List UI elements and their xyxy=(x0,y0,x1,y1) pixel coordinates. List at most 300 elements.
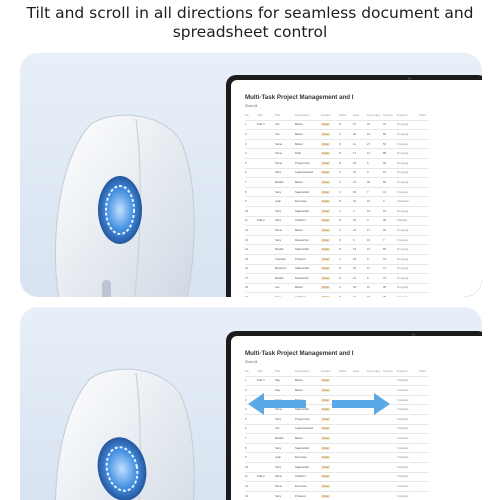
table-cell[interactable]: Delayed xyxy=(397,219,407,223)
table-cell[interactable]: 13 xyxy=(353,180,356,184)
table-cell[interactable] xyxy=(321,143,339,146)
table-row[interactable] xyxy=(245,245,429,255)
table-cell[interactable]: 59 xyxy=(383,248,386,252)
table-cell[interactable]: 12 xyxy=(245,484,248,488)
table-cell[interactable]: Barker xyxy=(295,180,303,184)
table-cell[interactable]: Researcher xyxy=(295,238,309,242)
duration-chip: Order xyxy=(322,190,329,194)
table-cell[interactable]: 1 xyxy=(245,123,247,127)
table-cell[interactable]: 4 xyxy=(383,200,385,204)
table-cell[interactable] xyxy=(321,229,339,232)
duration-chip: Order xyxy=(322,209,329,213)
table-cell[interactable]: Stone xyxy=(275,152,283,156)
table-cell[interactable]: Leah xyxy=(275,456,281,460)
table-cell[interactable]: 9 xyxy=(245,456,247,460)
table-cell[interactable]: On-going xyxy=(397,171,409,175)
table-row[interactable] xyxy=(245,444,429,454)
table-cell[interactable]: Stone xyxy=(275,161,283,165)
table-cell[interactable]: Complete xyxy=(397,494,409,498)
table-cell[interactable]: On-going xyxy=(397,123,409,127)
table-cell[interactable]: Barker xyxy=(295,388,303,392)
table-cell[interactable]: 6 xyxy=(245,171,247,175)
table-cell[interactable]: On-going xyxy=(397,257,409,261)
table-row[interactable] xyxy=(245,178,429,188)
table-cell[interactable]: 3 xyxy=(245,398,247,402)
table-row[interactable] xyxy=(245,284,429,294)
table-cell[interactable]: Stakeholder xyxy=(295,465,310,469)
table-cell[interactable]: 15 xyxy=(245,257,248,261)
table-cell[interactable]: 49 xyxy=(383,161,386,165)
table-cell[interactable] xyxy=(321,162,339,165)
table-cell[interactable]: On-going xyxy=(397,190,409,194)
table-cell[interactable]: 11 xyxy=(367,267,370,271)
table-cell[interactable]: 27 xyxy=(367,142,370,146)
column-header[interactable]: Task xyxy=(257,113,263,117)
table-cell[interactable]: 2 xyxy=(245,388,247,392)
table-cell[interactable]: On-going xyxy=(397,248,409,252)
spreadsheet-grid[interactable] xyxy=(245,111,429,297)
table-cell[interactable]: 11 xyxy=(245,475,248,479)
column-header[interactable]: Task xyxy=(257,369,263,373)
table-cell[interactable]: 3 xyxy=(245,142,247,146)
table-row[interactable] xyxy=(245,188,429,198)
table-cell[interactable] xyxy=(321,133,339,136)
table-cell[interactable]: 7 xyxy=(245,180,247,184)
table-cell[interactable]: 16 xyxy=(245,267,248,271)
table-cell[interactable]: 4 xyxy=(339,132,341,136)
sheet-title: Multi-Task Project Management and I xyxy=(245,94,354,101)
table-cell[interactable]: Stakeholder xyxy=(295,267,310,271)
table-cell[interactable]: Barker xyxy=(295,436,303,440)
table-cell[interactable]: On-going xyxy=(397,228,409,232)
table-cell[interactable]: 11 xyxy=(353,142,356,146)
column-header[interactable]: No. xyxy=(245,113,250,117)
table-cell[interactable]: 13 xyxy=(245,238,248,242)
table-cell[interactable]: Task 1 xyxy=(257,123,265,127)
table-cell[interactable]: Barker xyxy=(295,132,303,136)
table-cell[interactable]: Complete xyxy=(397,436,409,440)
table-cell[interactable]: 3 xyxy=(367,171,369,175)
table-cell[interactable]: 57 xyxy=(353,123,356,127)
table-cell[interactable] xyxy=(321,379,339,382)
table-row[interactable] xyxy=(245,159,429,169)
table-cell[interactable]: Complete xyxy=(397,456,409,460)
table-cell[interactable]: Producer xyxy=(295,494,306,498)
column-header[interactable]: Duration xyxy=(321,369,332,373)
table-cell[interactable]: 18 xyxy=(353,257,356,261)
table-cell[interactable] xyxy=(383,296,397,297)
table-cell[interactable]: Story xyxy=(275,238,282,242)
duration-chip: Order xyxy=(322,465,329,469)
table-row[interactable] xyxy=(245,265,429,275)
table-row[interactable] xyxy=(245,236,429,246)
table-row[interactable] xyxy=(245,169,429,179)
table-cell[interactable]: 6 xyxy=(245,427,247,431)
table-cell[interactable]: 8 xyxy=(339,248,341,252)
column-header[interactable]: Days xyxy=(353,113,360,117)
table-cell[interactable]: 4 xyxy=(339,190,341,194)
table-cell[interactable]: 12 xyxy=(353,276,356,280)
table-cell[interactable]: Complete xyxy=(397,475,409,479)
table-cell[interactable]: Architect xyxy=(295,475,306,479)
table-row[interactable] xyxy=(245,226,429,236)
table-cell[interactable]: On-going xyxy=(397,267,409,271)
table-cell[interactable]: 17 xyxy=(367,228,370,232)
table-cell[interactable]: Executive xyxy=(295,200,307,204)
table-cell[interactable] xyxy=(321,191,339,194)
table-cell[interactable]: 14 xyxy=(367,152,370,156)
table-cell[interactable]: Stakeholder xyxy=(295,408,310,412)
table-cell[interactable] xyxy=(295,296,321,297)
table-cell[interactable]: 8 xyxy=(339,161,341,165)
table-cell[interactable]: On-going xyxy=(397,180,409,184)
table-cell[interactable] xyxy=(321,239,339,242)
table-cell[interactable]: Complete xyxy=(397,465,409,469)
table-cell[interactable]: 72 xyxy=(383,276,386,280)
table-cell[interactable]: On-going xyxy=(397,286,409,290)
table-cell[interactable] xyxy=(339,296,353,297)
table-cell[interactable] xyxy=(353,296,367,297)
table-cell[interactable]: 7 xyxy=(245,436,247,440)
table-cell[interactable]: Canceled xyxy=(397,200,409,204)
table-cell[interactable]: 15 xyxy=(353,219,356,223)
table-cell[interactable]: Complete xyxy=(397,398,409,402)
table-row[interactable] xyxy=(245,207,429,217)
table-cell[interactable]: 8 xyxy=(245,446,247,450)
table-cell[interactable]: 7 xyxy=(383,238,385,242)
table-cell[interactable]: 19 xyxy=(367,132,370,136)
table-cell[interactable] xyxy=(245,296,257,297)
table-cell[interactable] xyxy=(321,427,339,430)
table-cell[interactable]: Rinaldi xyxy=(275,248,284,252)
table-cell[interactable]: 56 xyxy=(383,180,386,184)
table-cell[interactable]: Story xyxy=(275,494,282,498)
table-cell[interactable] xyxy=(321,210,339,213)
table-cell[interactable]: Executive xyxy=(295,484,307,488)
table-cell[interactable]: On-going xyxy=(397,152,409,156)
table-cell[interactable]: 34 xyxy=(383,228,386,232)
table-cell[interactable]: Task 1 xyxy=(257,379,265,383)
table-cell[interactable]: 13 xyxy=(367,248,370,252)
table-cell[interactable]: 4 xyxy=(339,257,341,261)
table-cell[interactable]: Stakeholder xyxy=(295,446,310,450)
table-cell[interactable]: Chandler xyxy=(275,257,286,261)
table-cell[interactable]: 16 xyxy=(353,267,356,271)
duration-chip: Order xyxy=(322,180,329,184)
table-cell[interactable]: Stone xyxy=(275,475,283,479)
table-cell[interactable]: 8 xyxy=(339,276,341,280)
table-cell[interactable]: Architect xyxy=(295,219,306,223)
table-cell[interactable]: 13 xyxy=(245,494,248,498)
column-header[interactable]: Participants xyxy=(295,113,310,117)
table-row[interactable] xyxy=(245,149,429,159)
column-header[interactable]: Title xyxy=(275,113,280,117)
table-cell[interactable]: 4 xyxy=(367,219,369,223)
table-cell[interactable]: Complete xyxy=(397,408,409,412)
table-row[interactable] xyxy=(245,140,429,150)
table-row[interactable] xyxy=(245,274,429,284)
column-header[interactable]: Progress xyxy=(397,113,408,117)
table-cell[interactable]: Complete xyxy=(397,427,409,431)
table-cell[interactable]: Complete xyxy=(397,388,409,392)
table-cell[interactable]: 14 xyxy=(367,209,370,213)
table-cell[interactable]: On-going xyxy=(397,209,409,213)
table-cell[interactable]: 19 xyxy=(367,238,370,242)
table-row[interactable] xyxy=(245,453,429,463)
table-cell[interactable]: 6 xyxy=(353,238,355,242)
table-cell[interactable] xyxy=(321,171,339,174)
table-cell[interactable]: 12 xyxy=(245,228,248,232)
column-header[interactable]: Status xyxy=(339,369,347,373)
table-cell[interactable]: Stakeholder xyxy=(295,248,310,252)
table-cell[interactable]: 79 xyxy=(383,123,386,127)
table-row[interactable] xyxy=(245,130,429,140)
table-cell[interactable]: 5 xyxy=(245,417,247,421)
table-cell[interactable]: 23 xyxy=(367,123,370,127)
table-cell[interactable]: Programmer xyxy=(295,417,310,421)
table-cell[interactable]: Stone xyxy=(275,228,283,232)
table-cell[interactable]: 71 xyxy=(383,267,386,271)
table-cell[interactable] xyxy=(321,437,339,440)
table-cell[interactable]: Complete xyxy=(397,484,409,488)
table-cell[interactable] xyxy=(321,296,339,297)
table-cell[interactable]: 20 xyxy=(353,132,356,136)
table-cell[interactable] xyxy=(275,296,295,297)
table-cell[interactable]: Legal Assistant xyxy=(295,427,314,431)
table-cell[interactable]: 8 xyxy=(245,190,247,194)
table-cell[interactable]: Rinaldi xyxy=(275,180,284,184)
laptop-screen xyxy=(226,75,482,297)
table-cell[interactable]: 31 xyxy=(353,171,356,175)
table-cell[interactable]: Stone xyxy=(275,142,283,146)
table-cell[interactable]: 50 xyxy=(383,142,386,146)
table-cell[interactable] xyxy=(321,447,339,450)
table-cell[interactable]: 19 xyxy=(353,248,356,252)
table-cell[interactable]: 4 xyxy=(245,152,247,156)
table-cell[interactable]: 2 xyxy=(353,209,355,213)
table-cell[interactable]: Task 2 xyxy=(257,475,265,479)
table-cell[interactable]: 6 xyxy=(367,161,369,165)
table-cell[interactable]: Programmer xyxy=(295,161,310,165)
table-cell[interactable]: 18 xyxy=(383,209,386,213)
table-cell[interactable]: 44 xyxy=(353,161,356,165)
table-cell[interactable]: Story xyxy=(275,171,282,175)
table-cell[interactable]: 17 xyxy=(353,152,356,156)
table-row[interactable] xyxy=(245,255,429,265)
table-cell[interactable]: Stay xyxy=(275,379,281,383)
table-cell[interactable]: Barker xyxy=(295,379,303,383)
table-cell[interactable]: 8 xyxy=(339,219,341,223)
table-cell[interactable]: 8 xyxy=(339,142,341,146)
table-cell[interactable]: 15 xyxy=(367,200,370,204)
table-cell[interactable]: 4 xyxy=(339,286,341,290)
view-filter[interactable]: Show All xyxy=(245,360,258,364)
table-cell[interactable]: 88 xyxy=(383,152,386,156)
table-cell[interactable]: 17 xyxy=(245,276,248,280)
column-header[interactable]: Notes xyxy=(419,113,427,117)
table-cell[interactable]: Jira xyxy=(275,427,280,431)
table-cell[interactable]: Leah xyxy=(275,200,281,204)
table-cell[interactable]: Story xyxy=(275,190,282,194)
table-cell[interactable]: Barker xyxy=(295,142,303,146)
table-cell[interactable]: Story xyxy=(275,446,282,450)
table-cell[interactable]: Complete xyxy=(397,417,409,421)
table-cell[interactable]: 8 xyxy=(339,267,341,271)
table-cell[interactable] xyxy=(321,286,339,289)
table-cell[interactable]: Stone xyxy=(275,408,283,412)
table-cell[interactable]: 35 xyxy=(383,286,386,290)
table-cell[interactable]: Barker xyxy=(295,286,303,290)
table-cell[interactable]: Executive xyxy=(295,456,307,460)
column-header[interactable]: Focus days xyxy=(367,113,381,117)
column-header[interactable]: % Done xyxy=(383,369,393,373)
table-cell[interactable]: Benjamin xyxy=(275,267,287,271)
table-row[interactable] xyxy=(245,415,429,425)
table-cell[interactable]: 4 xyxy=(339,171,341,175)
table-cell[interactable]: 41 xyxy=(383,190,386,194)
table-cell[interactable] xyxy=(321,219,339,222)
table-cell[interactable]: Rinaldi xyxy=(275,436,284,440)
table-row[interactable] xyxy=(245,434,429,444)
table-cell[interactable]: Legal Assistant xyxy=(295,171,314,175)
column-header[interactable]: Notes xyxy=(419,369,427,373)
table-cell[interactable]: 9 xyxy=(367,276,369,280)
column-header[interactable]: Participants xyxy=(295,369,310,373)
table-cell[interactable]: Draft xyxy=(295,152,301,156)
table-cell[interactable]: Stay xyxy=(275,388,281,392)
table-cell[interactable] xyxy=(321,456,339,459)
table-cell[interactable]: Story xyxy=(275,209,282,213)
column-header[interactable]: Title xyxy=(275,369,280,373)
table-row[interactable] xyxy=(245,492,429,500)
table-cell[interactable]: 9 xyxy=(367,257,369,261)
table-cell[interactable]: 4 xyxy=(339,228,341,232)
table-cell[interactable]: On-going xyxy=(397,142,409,146)
table-cell[interactable] xyxy=(321,267,339,270)
table-cell[interactable]: 10 xyxy=(245,465,248,469)
table-cell[interactable] xyxy=(321,418,339,421)
table-cell[interactable]: 8 xyxy=(339,238,341,242)
table-cell[interactable]: 8 xyxy=(339,152,341,156)
column-header[interactable]: % Done xyxy=(383,113,393,117)
table-cell[interactable]: Jira xyxy=(275,123,280,127)
table-cell[interactable]: 18 xyxy=(245,286,248,290)
table-cell[interactable]: Stone xyxy=(275,484,283,488)
table-cell[interactable]: On-going xyxy=(397,276,409,280)
table-cell[interactable]: Barker xyxy=(295,228,303,232)
table-row[interactable] xyxy=(245,197,429,207)
table-cell[interactable]: 56 xyxy=(383,132,386,136)
table-cell[interactable]: 1 xyxy=(245,379,247,383)
table-cell[interactable]: 4 xyxy=(245,408,247,412)
table-cell[interactable]: 36 xyxy=(367,180,370,184)
table-cell[interactable]: 11 xyxy=(245,219,248,223)
table-cell[interactable]: 16 xyxy=(383,171,386,175)
column-header[interactable]: No. xyxy=(245,369,250,373)
table-cell[interactable]: 8 xyxy=(339,123,341,127)
table-cell[interactable]: On-going xyxy=(397,161,409,165)
table-row[interactable] xyxy=(245,217,429,227)
table-cell[interactable]: Producer xyxy=(295,257,306,261)
table-cell[interactable] xyxy=(321,248,339,251)
table-cell[interactable]: 11 xyxy=(367,286,370,290)
column-header[interactable]: Progress xyxy=(397,369,408,373)
table-cell[interactable] xyxy=(321,389,339,392)
table-cell[interactable]: On-going xyxy=(397,238,409,242)
table-cell[interactable]: 8 xyxy=(339,200,341,204)
table-cell[interactable]: Story xyxy=(275,219,282,223)
table-cell[interactable]: 9 xyxy=(245,200,247,204)
table-row[interactable] xyxy=(245,121,429,131)
table-cell[interactable] xyxy=(321,152,339,155)
table-cell[interactable] xyxy=(321,123,339,126)
table-cell[interactable] xyxy=(321,475,339,478)
table-cell[interactable]: 14 xyxy=(245,248,248,252)
table-cell[interactable]: 28 xyxy=(383,219,386,223)
table-cell[interactable] xyxy=(321,485,339,488)
table-cell[interactable]: 10 xyxy=(245,209,248,213)
column-header[interactable]: Focus days xyxy=(367,369,381,373)
table-cell[interactable] xyxy=(321,466,339,469)
table-cell[interactable]: Complete xyxy=(397,446,409,450)
table-cell[interactable]: 4 xyxy=(339,180,341,184)
table-cell[interactable]: Complete xyxy=(397,379,409,383)
table-row[interactable] xyxy=(245,482,429,492)
table-cell[interactable]: Stakeholder xyxy=(295,190,310,194)
table-cell[interactable]: Story xyxy=(275,417,282,421)
table-row[interactable] xyxy=(245,425,429,435)
table-cell[interactable]: Stakeholder xyxy=(295,209,310,213)
view-filter[interactable]: Show All xyxy=(245,104,258,108)
spreadsheet-window xyxy=(231,336,482,500)
table-cell[interactable]: 4 xyxy=(339,209,341,213)
table-cell[interactable] xyxy=(321,181,339,184)
table-cell[interactable]: Jira xyxy=(275,132,280,136)
table-cell[interactable]: On-going xyxy=(397,132,409,136)
table-cell[interactable]: Task 2 xyxy=(257,219,265,223)
table-cell[interactable] xyxy=(367,296,383,297)
table-cell[interactable]: 73 xyxy=(383,257,386,261)
table-cell[interactable]: 22 xyxy=(353,200,356,204)
table-cell[interactable] xyxy=(321,495,339,498)
table-cell[interactable]: 2 xyxy=(245,132,247,136)
table-cell[interactable]: Barker xyxy=(295,123,303,127)
table-row[interactable] xyxy=(245,463,429,473)
table-cell[interactable]: 5 xyxy=(245,161,247,165)
table-cell[interactable]: Story xyxy=(275,465,282,469)
table-header-row[interactable] xyxy=(245,367,429,377)
table-cell[interactable]: Rinaldi xyxy=(275,276,284,280)
table-cell[interactable]: 54 xyxy=(353,286,356,290)
table-header-row[interactable] xyxy=(245,111,429,121)
table-cell[interactable]: Researcher xyxy=(295,276,309,280)
table-cell[interactable] xyxy=(397,296,419,297)
column-header[interactable]: Status xyxy=(339,113,347,117)
table-cell[interactable]: 21 xyxy=(353,228,356,232)
table-cell[interactable]: 62 xyxy=(353,190,356,194)
table-cell[interactable]: Lee xyxy=(275,286,280,290)
column-header[interactable]: Duration xyxy=(321,113,332,117)
table-cell[interactable] xyxy=(321,258,339,261)
table-row[interactable] xyxy=(245,473,429,483)
column-header[interactable]: Days xyxy=(353,369,360,373)
table-row[interactable] xyxy=(245,377,429,387)
table-cell[interactable] xyxy=(321,277,339,280)
table-cell[interactable]: 7 xyxy=(367,190,369,194)
table-cell[interactable] xyxy=(321,200,339,203)
spreadsheet-grid[interactable] xyxy=(245,367,429,500)
table-row[interactable] xyxy=(245,293,429,297)
